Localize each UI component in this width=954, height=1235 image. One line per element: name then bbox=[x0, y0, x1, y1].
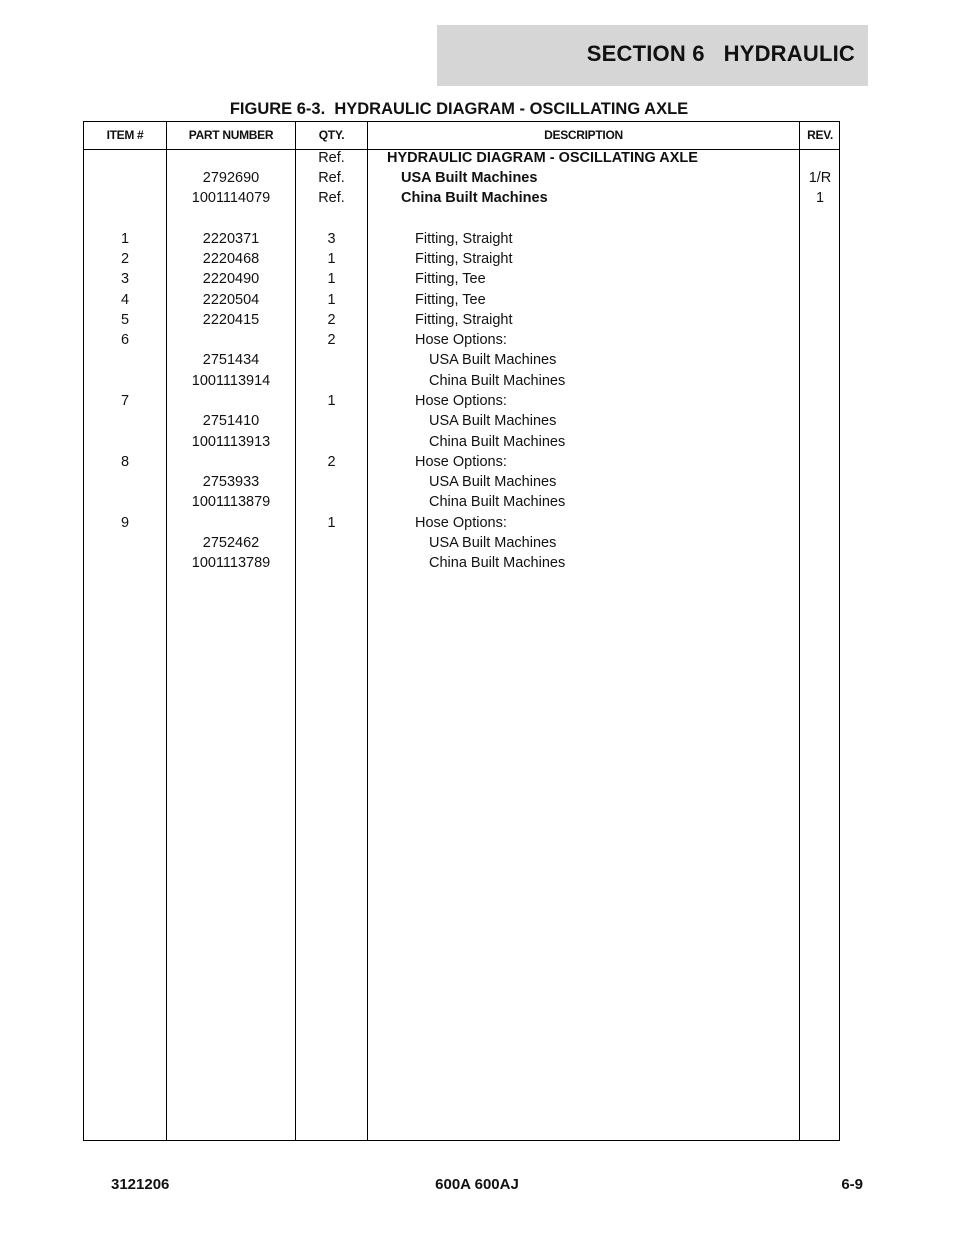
section-title: SECTION 6 HYDRAULIC bbox=[586, 41, 855, 66]
quantity-cell: 3 bbox=[327, 231, 336, 247]
description-cell: China Built Machines bbox=[429, 434, 566, 450]
header-part-number: PART NUMBER bbox=[188, 128, 274, 142]
footer-model: 600A 600AJ bbox=[435, 1176, 519, 1193]
part-number-cell: 1001113913 bbox=[191, 434, 271, 450]
header-item: ITEM # bbox=[106, 128, 144, 142]
parts-table bbox=[83, 121, 840, 1141]
table-row bbox=[84, 513, 839, 533]
table-row bbox=[84, 229, 839, 249]
revision-cell: 1 bbox=[815, 190, 825, 206]
quantity-cell: Ref. bbox=[318, 190, 345, 206]
figure-title: FIGURE 6-3. HYDRAULIC DIAGRAM - OSCILLATING AXLE bbox=[229, 100, 689, 118]
table-row bbox=[84, 371, 839, 391]
description-cell: USA Built Machines bbox=[429, 413, 557, 429]
item-number-cell: 6 bbox=[120, 332, 130, 348]
part-number-cell: 2220504 bbox=[202, 292, 260, 308]
item-number-cell: 3 bbox=[120, 271, 130, 287]
item-number-cell: 1 bbox=[120, 231, 130, 247]
table-row bbox=[84, 472, 839, 492]
description-cell: Hose Options: bbox=[415, 332, 507, 348]
description-cell: Hose Options: bbox=[415, 515, 507, 531]
description-cell: China Built Machines bbox=[429, 555, 566, 571]
table-row bbox=[84, 432, 839, 452]
revision-cell: 1/R bbox=[808, 170, 832, 186]
table-row bbox=[84, 330, 839, 350]
item-number-cell: 4 bbox=[120, 292, 130, 308]
item-number-cell: 2 bbox=[120, 251, 130, 267]
header-description: DESCRIPTION bbox=[544, 128, 623, 142]
item-number-cell: 7 bbox=[120, 393, 130, 409]
part-number-cell: 2751410 bbox=[202, 413, 260, 429]
table-row bbox=[84, 492, 839, 512]
item-number-cell: 8 bbox=[120, 454, 130, 470]
part-number-cell: 1001113879 bbox=[191, 494, 271, 510]
item-number-cell: 5 bbox=[120, 312, 130, 328]
quantity-cell: Ref. bbox=[318, 150, 345, 166]
section-banner bbox=[437, 25, 868, 86]
part-number-cell: 2220415 bbox=[202, 312, 260, 328]
part-number-cell: 2753933 bbox=[202, 474, 260, 490]
table-row bbox=[84, 411, 839, 431]
description-cell: Hose Options: bbox=[415, 454, 507, 470]
table-row bbox=[84, 553, 839, 573]
quantity-cell: Ref. bbox=[318, 170, 345, 186]
table-row bbox=[84, 148, 839, 168]
part-number-cell: 1001114079 bbox=[191, 190, 271, 206]
description-cell: China Built Machines bbox=[429, 494, 566, 510]
quantity-cell: 1 bbox=[327, 292, 336, 308]
description-cell: USA Built Machines bbox=[429, 535, 557, 551]
quantity-cell: 2 bbox=[327, 312, 336, 328]
quantity-cell: 2 bbox=[327, 332, 336, 348]
part-number-cell: 2751434 bbox=[202, 352, 260, 368]
description-cell: HYDRAULIC DIAGRAM - OSCILLATING AXLE bbox=[387, 150, 698, 166]
description-cell: USA Built Machines bbox=[429, 474, 557, 490]
description-cell: China Built Machines bbox=[401, 190, 548, 206]
description-cell: Fitting, Tee bbox=[415, 292, 486, 308]
quantity-cell: 2 bbox=[327, 454, 336, 470]
table-row bbox=[84, 452, 839, 472]
table-row bbox=[84, 350, 839, 370]
part-number-cell: 1001113914 bbox=[191, 373, 271, 389]
part-number-cell: 2752462 bbox=[202, 535, 260, 551]
description-cell: Fitting, Straight bbox=[415, 231, 513, 247]
description-cell: Fitting, Straight bbox=[415, 312, 513, 328]
part-number-cell: 2220468 bbox=[202, 251, 260, 267]
header-qty: QTY. bbox=[318, 128, 345, 142]
header-rev: REV. bbox=[807, 128, 833, 142]
description-cell: Fitting, Tee bbox=[415, 271, 486, 287]
description-cell: USA Built Machines bbox=[429, 352, 557, 368]
part-number-cell: 2220490 bbox=[202, 271, 260, 287]
table-row bbox=[84, 290, 839, 310]
quantity-cell: 1 bbox=[327, 251, 336, 267]
part-number-cell: 2220371 bbox=[202, 231, 260, 247]
footer-doc-number: 3121206 bbox=[111, 1176, 170, 1193]
table-row bbox=[84, 533, 839, 553]
description-cell: China Built Machines bbox=[429, 373, 566, 389]
quantity-cell: 1 bbox=[327, 393, 336, 409]
description-cell: USA Built Machines bbox=[401, 170, 538, 186]
description-cell: Fitting, Straight bbox=[415, 251, 513, 267]
description-cell: Hose Options: bbox=[415, 393, 507, 409]
table-row bbox=[84, 391, 839, 411]
part-number-cell: 2792690 bbox=[202, 170, 260, 186]
quantity-cell: 1 bbox=[327, 515, 336, 531]
table-row bbox=[84, 269, 839, 289]
quantity-cell: 1 bbox=[327, 271, 336, 287]
part-number-cell: 1001113789 bbox=[191, 555, 271, 571]
table-row bbox=[84, 249, 839, 269]
table-row bbox=[84, 168, 839, 188]
footer-page-number: 6-9 bbox=[841, 1176, 863, 1193]
table-row bbox=[84, 188, 839, 208]
table-row bbox=[84, 310, 839, 330]
item-number-cell: 9 bbox=[120, 515, 130, 531]
